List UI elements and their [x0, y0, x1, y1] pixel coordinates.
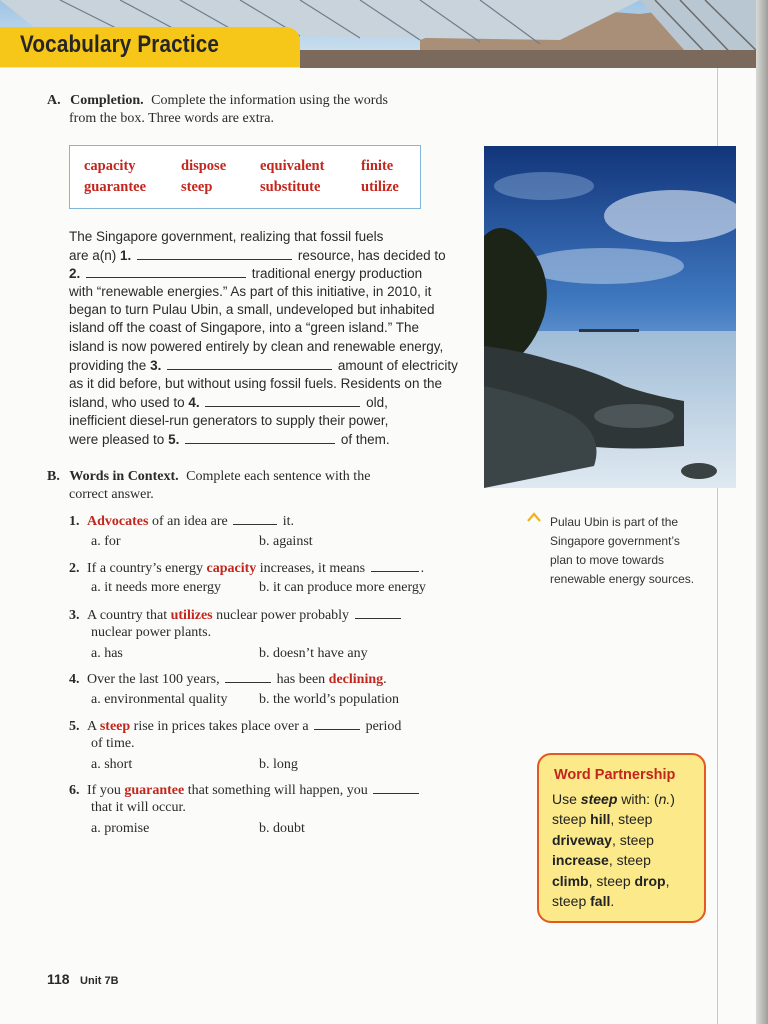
passage-line: began to turn Pulau Ubin, a small, undeveloped but inhabited — [69, 302, 435, 317]
word-box-item: capacity — [84, 158, 136, 174]
word-partnership-line: steep fall. — [552, 893, 615, 909]
option-b[interactable]: b. doubt — [259, 821, 305, 836]
section-b-instruction-cont: correct answer. — [69, 487, 154, 502]
passage-line: The Singapore government, realizing that fossil fuels — [69, 229, 384, 244]
option-a[interactable]: a. promise — [91, 821, 150, 836]
option-b[interactable]: b. the world’s population — [259, 692, 399, 707]
page-edge — [756, 0, 768, 1024]
word-partnership-title: Word Partnership — [554, 767, 676, 783]
section-a-instruction: Complete the information using the words — [151, 93, 388, 108]
section-b-letter: B. — [47, 469, 60, 484]
section-a-instruction-cont: from the box. Three words are extra. — [69, 111, 274, 126]
section-b-heading — [47, 468, 370, 486]
keyword: guarantee — [124, 783, 185, 798]
page-title: Vocabulary Practice — [20, 31, 220, 58]
blank-1[interactable] — [137, 247, 292, 260]
option-b[interactable]: b. long — [259, 757, 298, 772]
answer-blank[interactable] — [355, 606, 401, 619]
question-4: 4. Over the last 100 years, has been declining. — [69, 672, 387, 687]
word-box-item: steep — [181, 179, 213, 195]
option-b[interactable]: b. it can produce more energy — [259, 580, 426, 595]
section-a-letter: A. — [47, 93, 61, 108]
option-a[interactable]: a. it needs more energy — [91, 580, 221, 595]
word-partnership-line: Use steep with: (n.) — [552, 791, 675, 807]
keyword: utilizes — [170, 608, 213, 623]
blank-4[interactable] — [205, 394, 360, 407]
question-3-cont: nuclear power plants. — [91, 625, 212, 640]
blank-5[interactable] — [185, 431, 335, 444]
chevron-up-icon — [527, 512, 541, 522]
answer-blank[interactable] — [314, 717, 360, 730]
page-footer — [47, 971, 119, 989]
passage-line: island is now powered entirely by clean and renewable energy, — [69, 339, 444, 354]
question-5-cont: of time. — [91, 736, 135, 751]
word-partnership-line: driveway, steep — [552, 832, 654, 848]
word-box-item: finite — [361, 158, 394, 174]
question-6-cont: that it will occur. — [91, 800, 186, 815]
unit-label: Unit 7B — [80, 975, 119, 987]
option-a[interactable]: a. environmental quality — [91, 692, 228, 707]
passage-line: island off the coast of Singapore, into a “green island.” The — [69, 320, 419, 335]
blank-2[interactable] — [86, 265, 246, 278]
blank-number: 2. — [69, 266, 81, 281]
photo-caption: Pulau Ubin is part of the Singapore government’s plan to move towards renewable energy sources. — [550, 515, 695, 586]
question-2: 2. If a country’s energy capacity increases, it means . — [69, 561, 425, 576]
keyword: steep — [99, 719, 131, 734]
word-box-item: dispose — [181, 158, 227, 174]
answer-blank[interactable] — [233, 512, 277, 525]
section-a-heading — [47, 92, 388, 110]
question-5: 5. A steep rise in prices takes place over a period — [69, 719, 402, 734]
answer-blank[interactable] — [373, 781, 419, 794]
word-box — [69, 145, 421, 209]
question-6: 6. If you guarantee that something will happen, you — [69, 781, 421, 799]
word-partnership-box — [537, 753, 706, 923]
answer-blank[interactable] — [225, 670, 271, 683]
option-b[interactable]: b. doesn’t have any — [259, 646, 368, 661]
question-1: 1. Advocates of an idea are it. — [69, 514, 295, 529]
island-photo — [484, 146, 736, 488]
blank-number: 1. — [120, 248, 132, 263]
option-a[interactable]: a. has — [91, 646, 123, 661]
section-b-label: Words in Context. — [69, 469, 179, 484]
passage-line: are a(n) 1. resource, has decided to — [69, 248, 446, 263]
blank-number: 3. — [150, 358, 162, 373]
answer-blank[interactable] — [371, 559, 419, 572]
passage-line: providing the 3. amount of electricity — [69, 358, 458, 373]
question-3: 3. A country that utilizes nuclear power probably — [69, 606, 403, 624]
passage-line: inefficient diesel-run generators to supply their power, — [69, 413, 389, 428]
word-partnership-line: steep hill, steep — [552, 811, 653, 827]
section-a-label: Completion. — [70, 93, 144, 108]
keyword: capacity — [206, 561, 257, 576]
word-box-item: utilize — [361, 179, 399, 195]
passage-line: as it did before, but without using fossil fuels. Residents on the — [69, 376, 442, 391]
passage-line: were pleased to 5. of them. — [69, 432, 390, 447]
keyword: declining — [328, 672, 384, 687]
word-box-item: substitute — [260, 179, 321, 195]
word-partnership-line: increase, steep — [552, 852, 651, 868]
passage-line: island, who used to 4. old, — [69, 395, 388, 410]
option-b[interactable]: b. against — [259, 534, 313, 549]
passage-line: with “renewable energies.” As part of this initiative, in 2010, it — [69, 284, 432, 299]
word-box-item: equivalent — [260, 158, 325, 174]
option-a[interactable]: a. for — [91, 534, 121, 549]
blank-3[interactable] — [167, 357, 332, 370]
word-box-item: guarantee — [84, 179, 147, 195]
section-b-instruction: Complete each sentence with the — [186, 469, 371, 484]
keyword: Advocates — [87, 514, 149, 529]
blank-number: 4. — [188, 395, 200, 410]
page-number: 118 — [47, 971, 70, 987]
passage-line: 2. traditional energy production — [69, 266, 423, 281]
blank-number: 5. — [168, 432, 180, 447]
word-partnership-line: climb, steep drop, — [552, 873, 670, 889]
option-a[interactable]: a. short — [91, 757, 133, 772]
